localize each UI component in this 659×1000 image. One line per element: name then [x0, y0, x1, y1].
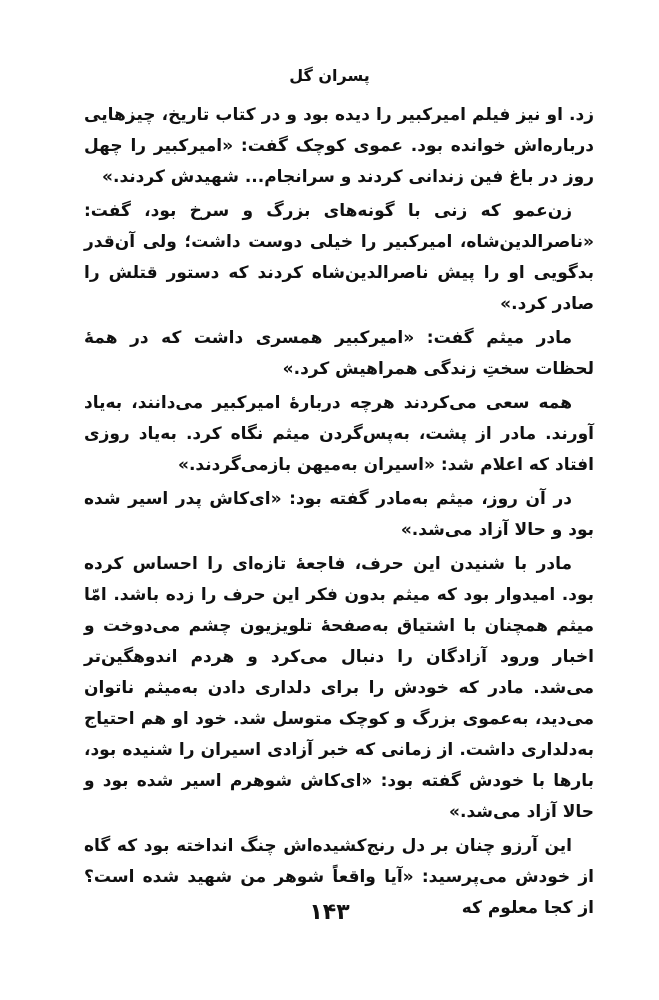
body-text: [84, 100, 594, 927]
paragraph: مادر میثم گفت: «امیرکبیر همسری داشت که در همهٔ لحظات سختِ زندگی همراهیش کرد.»: [84, 328, 594, 379]
paragraph: این آرزو چنان بر دل رنج‌کشیده‌اش چنگ انداخته بود که گاه از خودش می‌پرسید: «آیا واقعاً شوهر من شهید شده است؟ از کجا معلوم که: [84, 836, 594, 918]
paragraph: زد. او نیز فیلم امیرکبیر را دیده بود و در کتاب تاریخ، چیزهایی درباره‌اش خوانده بود. عموی کوچک گفت: «امیرکبیر را چهل روز در باغ فین زندانی کردند و سرانجام... شهیدش کردند.»: [84, 105, 594, 187]
running-head: پسران گل: [289, 66, 370, 85]
page-number: ۱۴۳: [309, 900, 350, 925]
paragraph: در آن روز، میثم به‌مادر گفته بود: «ای‌کاش پدر اسیر شده بود و حالا آزاد می‌شد.»: [84, 489, 594, 540]
paragraph: همه سعی می‌کردند هرچه دربارهٔ امیرکبیر می‌دانند، به‌یاد آورند. مادر از پشت، به‌پس‌گردن میثم نگاه کرد. به‌یاد روزی افتاد که اعلام شد: «اسیران به‌میهن بازمی‌گردند.»: [84, 393, 594, 475]
paragraph: زن‌عمو که زنی با گونه‌های بزرگ و سرخ بود، گفت: «ناصرالدین‌شاه، امیرکبیر را خیلی دوست داشت؛ ولی آن‌قدر بدگویی او را پیش ناصرالدین‌شاه کردند که دستور قتلش را صادر کرد.»: [84, 201, 594, 314]
paragraph: مادر با شنیدن این حرف، فاجعهٔ تازه‌ای را احساس کرده بود. امیدوار بود که میثم بدون فکر این حرف را زده باشد. امّا میثم همچنان با اشتیاق به‌صفحهٔ تلویزیون چشم می‌دوخت و اخبار ورود آزادگان را دنبال می‌کرد و هردم اندوهگین‌تر می‌شد. مادر که خودش را برای دلداری دادن به‌میثم ناتوان می‌دید، به‌عموی بزرگ و کوچک متوسل شد. خود او هم احتیاج به‌دلداری داشت. از زمانی که خبر آزادی اسیران را شنیده بود، بارها با خودش گفته بود: «ای‌کاش شوهرم اسیر شده بود و حالا آزاد می‌شد.»: [84, 554, 594, 822]
